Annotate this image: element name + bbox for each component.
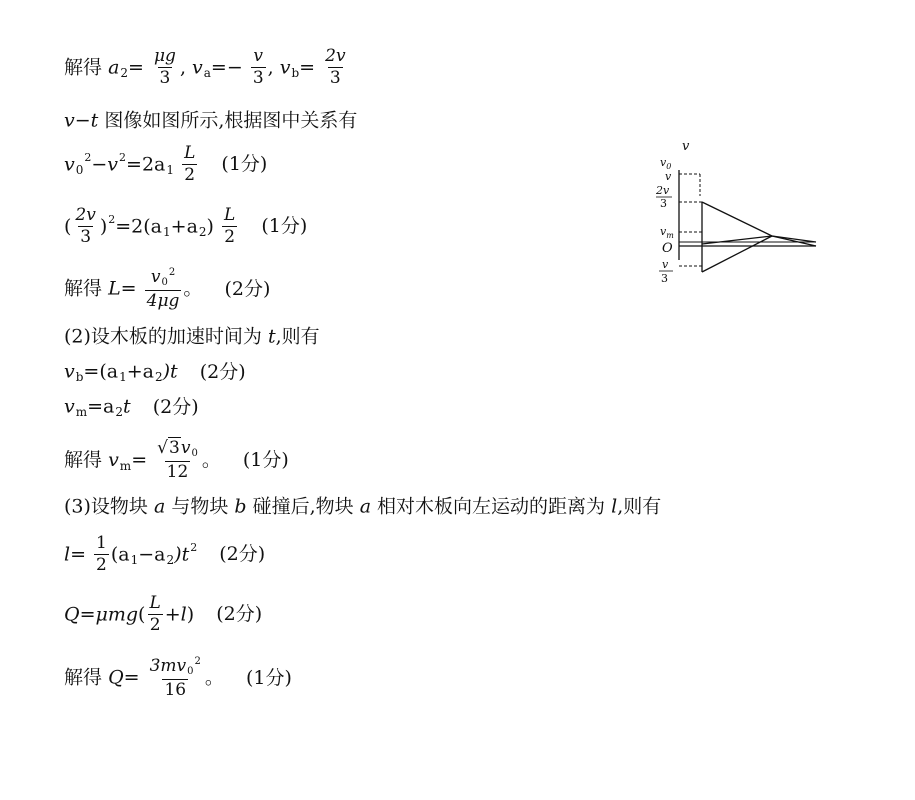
denominator: 2 xyxy=(149,614,161,635)
denominator: 3 xyxy=(252,67,264,88)
numerator: 2v xyxy=(325,46,346,66)
sqrt: √3 xyxy=(157,438,180,458)
subscript: 2 xyxy=(154,370,163,384)
subscript: 2 xyxy=(120,65,129,80)
equals-2a: =2(a xyxy=(115,215,163,238)
period: 。 xyxy=(204,666,224,689)
paren-open: ( xyxy=(138,603,146,626)
sentence: (3)设物块 xyxy=(64,495,154,518)
var-v: v xyxy=(192,56,203,79)
superscript: 2 xyxy=(168,267,176,278)
equals-a: =(a xyxy=(83,360,119,383)
line-b-decel xyxy=(702,202,772,236)
v-t-label: v−t xyxy=(64,109,99,132)
solution-line-8 xyxy=(64,397,199,418)
label-neg-v-den: 3 xyxy=(661,272,668,285)
fraction-v-over-3 xyxy=(251,48,266,88)
denominator: 2 xyxy=(96,554,107,575)
subscript: 1 xyxy=(166,162,175,177)
var-v: v xyxy=(64,153,75,176)
solve-label: 解得 xyxy=(64,666,103,689)
fraction-sqrt3-v0-over-12 xyxy=(155,440,200,481)
solution-line-13 xyxy=(64,657,292,699)
score-label: (1分) xyxy=(261,215,308,238)
subscript: a xyxy=(203,65,211,80)
line-board xyxy=(702,236,772,244)
label-v0 xyxy=(660,156,671,171)
numerator: μg xyxy=(154,46,176,66)
sentence: ,则有 xyxy=(275,325,320,348)
score-label: (1分) xyxy=(221,153,268,176)
label-v0-sub: 0 xyxy=(666,162,672,171)
subscript: 0 xyxy=(75,162,84,177)
numerator xyxy=(148,657,203,679)
equals-negative: =− xyxy=(210,56,243,79)
denominator: 16 xyxy=(164,679,187,700)
var-Q: Q=μmg xyxy=(64,603,139,626)
var-v: v xyxy=(107,153,119,176)
paren-open: ( xyxy=(64,215,72,238)
equals: = xyxy=(299,56,316,79)
numerator: v xyxy=(253,46,264,66)
score-label: (2分) xyxy=(216,603,263,626)
paren-close: ) xyxy=(99,215,108,238)
subscript: 2 xyxy=(166,552,175,567)
superscript: 2 xyxy=(194,656,201,667)
var-a: a xyxy=(108,56,120,79)
numerator: 1 xyxy=(96,533,107,553)
minus: − xyxy=(91,153,108,176)
numerator xyxy=(149,268,177,290)
solution-line-4 xyxy=(64,207,307,247)
var-v: v xyxy=(108,449,119,472)
superscript: 2 xyxy=(108,212,116,226)
subscript: 2 xyxy=(198,224,207,239)
subscript: 1 xyxy=(130,552,139,567)
var-a: a xyxy=(359,495,372,518)
label-vm-sub: m xyxy=(666,231,674,240)
equals-2a: =2a xyxy=(126,153,166,176)
subscript: 1 xyxy=(163,224,171,239)
score-label: (2分) xyxy=(219,543,266,566)
label-2v-den: 3 xyxy=(660,197,667,210)
subscript: 0 xyxy=(161,277,168,288)
solve-label: 解得 xyxy=(64,449,103,472)
subscript: m xyxy=(119,458,132,473)
numerator: L xyxy=(149,593,161,613)
solution-line-12 xyxy=(64,595,262,635)
axis-label-v: v xyxy=(682,139,690,154)
sentence: (2)设木板的加速时间为 xyxy=(64,325,268,348)
score-label: (1分) xyxy=(245,666,292,689)
solution-line-1 xyxy=(64,48,350,88)
solution-line-5 xyxy=(64,268,270,310)
label-neg-v: v xyxy=(662,258,669,271)
score-label: (1分) xyxy=(242,449,289,472)
fraction-1-over-2 xyxy=(94,535,109,575)
numerator: L xyxy=(224,205,236,225)
var-v: v xyxy=(279,56,291,79)
fraction-mu-g-over-3 xyxy=(152,48,178,88)
var-v: v xyxy=(64,360,75,383)
denominator: 2 xyxy=(224,226,236,247)
superscript: 2 xyxy=(119,150,127,164)
numerator: L xyxy=(184,143,196,163)
fraction-v0sq-over-4mug xyxy=(145,268,182,310)
comma: , xyxy=(267,56,274,79)
fraction-L-over-2 xyxy=(182,145,197,185)
sentence: ,则有 xyxy=(617,495,662,518)
plus-a: +a xyxy=(126,360,154,383)
var-t: t xyxy=(267,325,276,348)
numerator-text: 3mv xyxy=(149,656,187,676)
paren-t: )t xyxy=(162,360,178,383)
subscript: m xyxy=(75,405,88,419)
numerator: 2v xyxy=(75,205,96,225)
subscript: 0 xyxy=(191,448,198,459)
score-label: (2分) xyxy=(199,360,246,383)
numerator xyxy=(155,440,200,461)
solution-line-9 xyxy=(64,440,289,481)
solution-line-3 xyxy=(64,145,267,185)
paren-t: )t xyxy=(174,543,190,566)
solve-label: 解得 xyxy=(64,56,103,79)
subscript: b xyxy=(291,65,300,80)
sentence: 与物块 xyxy=(165,495,235,518)
plus-l: +l xyxy=(164,603,187,626)
fraction-L-over-2 xyxy=(222,207,237,247)
var-t: t xyxy=(123,395,131,418)
var-a: a xyxy=(153,495,166,518)
radicand: 3 xyxy=(169,438,180,458)
var-b: b xyxy=(234,495,247,518)
subscript: b xyxy=(75,370,84,384)
superscript: 2 xyxy=(84,150,92,164)
plus-a: +a xyxy=(170,215,198,238)
denominator: 3 xyxy=(329,67,341,88)
equals-a: =a xyxy=(87,395,115,418)
superscript: 2 xyxy=(190,540,198,554)
label-vm-main: v xyxy=(660,225,667,238)
denominator: 12 xyxy=(166,461,189,482)
equals: = xyxy=(128,56,144,79)
period: 。 xyxy=(183,277,203,300)
var-v: v xyxy=(180,438,191,458)
paren-close: ) xyxy=(186,603,195,626)
solution-line-7 xyxy=(64,362,246,383)
paren-close: ) xyxy=(206,215,214,238)
var-Q: Q= xyxy=(108,666,140,689)
sentence: 图像如图所示,根据图中关系有 xyxy=(98,109,358,132)
fraction-L-over-2 xyxy=(147,595,162,635)
fraction-2v-over-3 xyxy=(73,207,97,247)
label-v0-main: v xyxy=(660,156,667,169)
comma: , xyxy=(179,56,186,79)
denominator: 3 xyxy=(159,67,171,88)
var-l: l= xyxy=(64,543,86,566)
line-a-accel xyxy=(702,236,772,272)
label-vm xyxy=(660,225,674,240)
subscript: 1 xyxy=(119,370,127,384)
fraction-2v-over-3 xyxy=(323,48,347,88)
var-v: v xyxy=(64,395,75,418)
var-L: L= xyxy=(108,277,137,300)
score-label: (2分) xyxy=(152,395,199,418)
equals: = xyxy=(131,449,148,472)
denominator: 2 xyxy=(184,164,196,185)
var-l: l xyxy=(611,495,618,518)
paren-a: (a xyxy=(110,543,130,566)
fraction-3mv0sq-over-16 xyxy=(148,657,203,699)
sentence: 碰撞后,物块 xyxy=(246,495,360,518)
solution-line-6 xyxy=(64,327,320,347)
origin-label: O xyxy=(662,241,673,256)
solve-label: 解得 xyxy=(64,277,103,300)
subscript: 0 xyxy=(187,666,194,677)
sentence: 相对木板向左运动的距离为 xyxy=(371,495,612,518)
denominator: 3 xyxy=(80,226,92,247)
label-v: v xyxy=(665,170,672,183)
denominator: 4μg xyxy=(146,290,180,311)
label-2v: 2v xyxy=(656,184,670,197)
var-v: v xyxy=(150,267,161,287)
solution-line-10 xyxy=(64,497,661,517)
v-t-graph xyxy=(648,136,823,296)
score-label: (2分) xyxy=(224,277,271,300)
subscript: 2 xyxy=(115,405,124,419)
minus-a: −a xyxy=(138,543,166,566)
solution-line-2 xyxy=(64,111,357,131)
period: 。 xyxy=(201,449,221,472)
solution-line-11 xyxy=(64,535,265,575)
